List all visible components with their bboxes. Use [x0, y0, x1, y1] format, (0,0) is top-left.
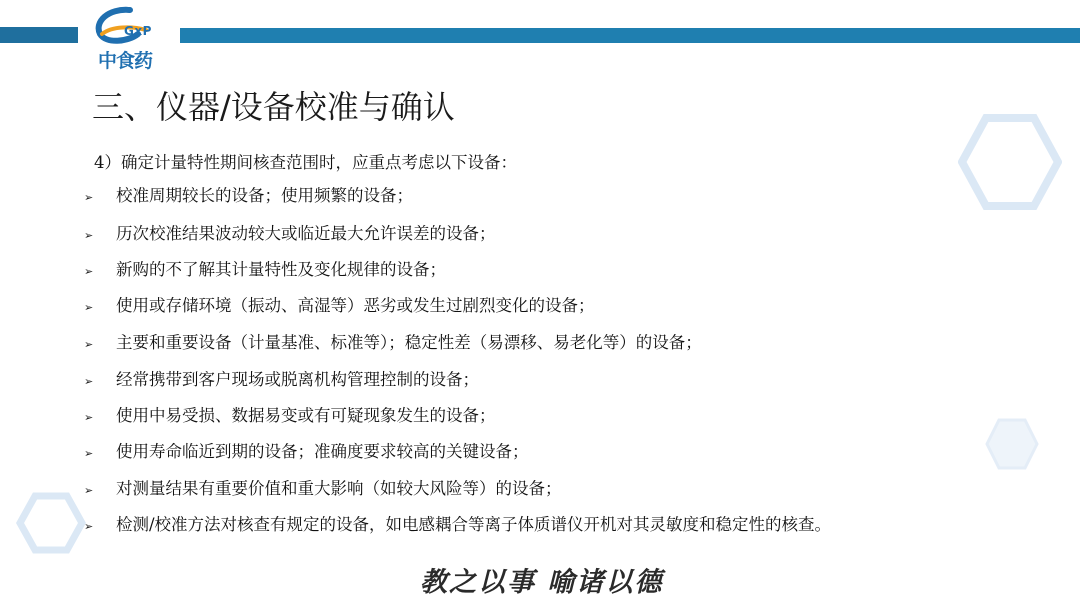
list-item	[84, 510, 831, 540]
arrow-bullet-icon: ➢	[84, 338, 94, 351]
header-bar-right	[180, 28, 1080, 43]
list-item-text: 使用中易受损、数据易变或有可疑现象发生的设备；	[116, 406, 496, 425]
list-item	[84, 291, 595, 321]
arrow-bullet-icon: ➢	[84, 447, 94, 460]
list-item	[84, 474, 562, 504]
intro-text: 4）确定计量特性期间核查范围时，应重点考虑以下设备：	[94, 153, 517, 172]
motto-calligraphy: 教之以事 喻诸以德	[420, 567, 664, 598]
arrow-bullet-icon: ➢	[84, 265, 94, 278]
list-item	[84, 401, 496, 431]
hexagon-decoration-icon	[984, 416, 1040, 472]
arrow-bullet-icon: ➢	[84, 301, 94, 314]
list-item-text: 对测量结果有重要价值和重大影响（如较大风险等）的设备；	[116, 479, 562, 498]
list-item-text: 使用寿命临近到期的设备；准确度要求较高的关键设备；	[116, 442, 529, 461]
arrow-bullet-icon: ➢	[84, 229, 94, 242]
list-item	[84, 328, 702, 358]
logo-brand-text: 中食药	[98, 50, 153, 72]
list-item	[84, 219, 496, 249]
header-bar-left	[0, 27, 78, 43]
list-item	[84, 365, 479, 395]
list-item	[84, 255, 446, 285]
hexagon-decoration-icon	[16, 492, 86, 554]
list-item-text: 使用或存储环境（振动、高湿等）恶劣或发生过剧烈变化的设备；	[116, 296, 595, 315]
list-item	[84, 437, 529, 467]
company-logo	[86, 4, 176, 70]
slide-title: 三、仪器/设备校准与确认	[92, 88, 455, 126]
arrow-bullet-icon: ➢	[84, 375, 94, 388]
list-item-text: 新购的不了解其计量特性及变化规律的设备；	[116, 260, 446, 279]
list-item-text: 检测/校准方法对核查有规定的设备，如电感耦合等离子体质谱仪开机对其灵敏度和稳定性的核查。	[116, 515, 832, 534]
arrow-bullet-icon: ➢	[84, 520, 94, 533]
list-item-text: 历次校准结果波动较大或临近最大允许误差的设备；	[116, 224, 496, 243]
hexagon-decoration-icon	[958, 114, 1062, 210]
arrow-bullet-icon: ➢	[84, 484, 94, 497]
list-item-text: 主要和重要设备（计量基准、标准等）；稳定性差（易漂移、易老化等）的设备；	[116, 333, 702, 352]
list-item-text: 校准周期较长的设备；使用频繁的设备；	[116, 186, 413, 205]
logo-gxp-text: GxP	[124, 24, 152, 38]
list-item-text: 经常携带到客户现场或脱离机构管理控制的设备；	[116, 370, 479, 389]
list-item	[84, 181, 413, 211]
arrow-bullet-icon: ➢	[84, 411, 94, 424]
arrow-bullet-icon: ➢	[84, 191, 94, 204]
